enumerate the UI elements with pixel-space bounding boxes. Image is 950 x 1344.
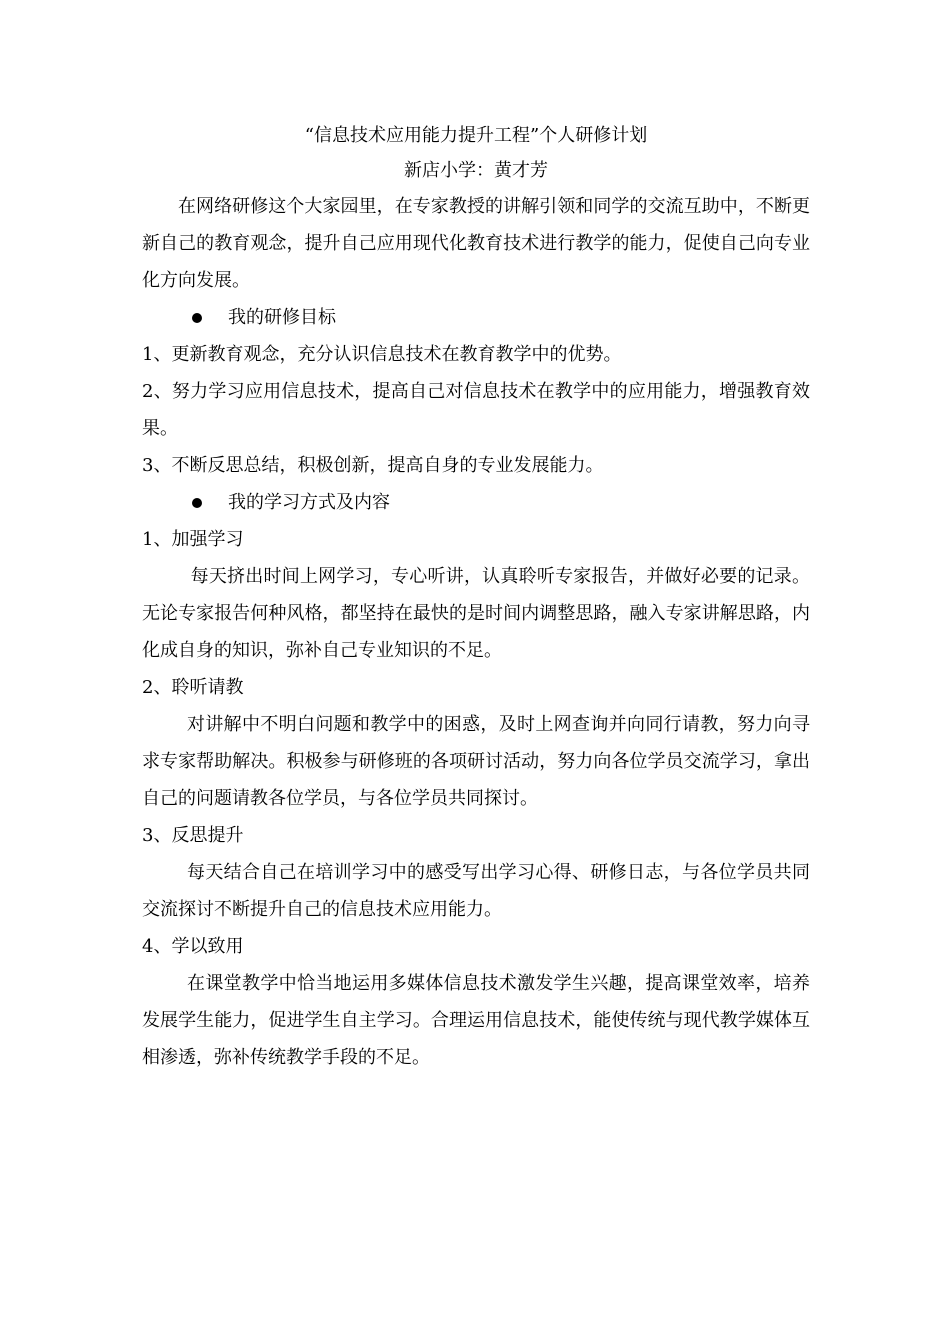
goal-item: 2、努力学习应用信息技术，提高自己对信息技术在教学中的应用能力，增强教育效果。 xyxy=(142,381,810,439)
document-title: “信息技术应用能力提升工程”个人研修计划 xyxy=(304,125,648,146)
intro-paragraph: 在网络研修这个大家园里，在专家教授的讲解引领和同学的交流互助中，不断更新自己的教育观念，提升自己应用现代化教育技术进行教学的能力，促使自己向专业化方向发展。 xyxy=(142,196,810,291)
method-paragraph: 每天结合自己在培训学习中的感受写出学习心得、研修日志，与各位学员共同交流探讨不断提升自己的信息技术应用能力。 xyxy=(142,862,810,920)
method-label: 2、聆听请教 xyxy=(142,677,244,698)
method-label: 4、学以致用 xyxy=(142,936,244,957)
goal-item: 3、不断反思总结，积极创新，提高自身的专业发展能力。 xyxy=(142,455,604,476)
method-label: 3、反思提升 xyxy=(142,825,244,846)
method-paragraph: 每天挤出时间上网学习，专心听讲，认真聆听专家报告，并做好必要的记录。无论专家报告何种风格，都坚持在最快的是时间内调整思路，融入专家讲解思路，内化成自身的知识，弥补自己专业知识的不足。 xyxy=(142,566,810,661)
document-author: 新店小学：黄才芳 xyxy=(404,160,548,181)
section-heading-text: 我的研修目标 xyxy=(228,307,336,328)
section-heading-methods xyxy=(142,484,810,521)
method-paragraph: 在课堂教学中恰当地运用多媒体信息技术激发学生兴趣，提高课堂效率，培养发展学生能力，促进学生自主学习。合理运用信息技术，能使传统与现代教学媒体互相渗透，弥补传统教学手段的不足。 xyxy=(142,973,810,1068)
section-heading-text: 我的学习方式及内容 xyxy=(228,492,390,513)
goal-item: 1、更新教育观念，充分认识信息技术在教育教学中的优势。 xyxy=(142,344,622,365)
section-heading-goals xyxy=(142,299,810,336)
method-label: 1、加强学习 xyxy=(142,529,244,550)
bullet-icon xyxy=(192,498,202,508)
document-page xyxy=(142,118,810,1076)
method-paragraph: 对讲解中不明白问题和教学中的困惑，及时上网查询并向同行请教，努力向寻求专家帮助解决。积极参与研修班的各项研讨活动，努力向各位学员交流学习，拿出自己的问题请教各位学员，与各位学员共同探讨。 xyxy=(142,714,810,809)
bullet-icon xyxy=(192,313,202,323)
